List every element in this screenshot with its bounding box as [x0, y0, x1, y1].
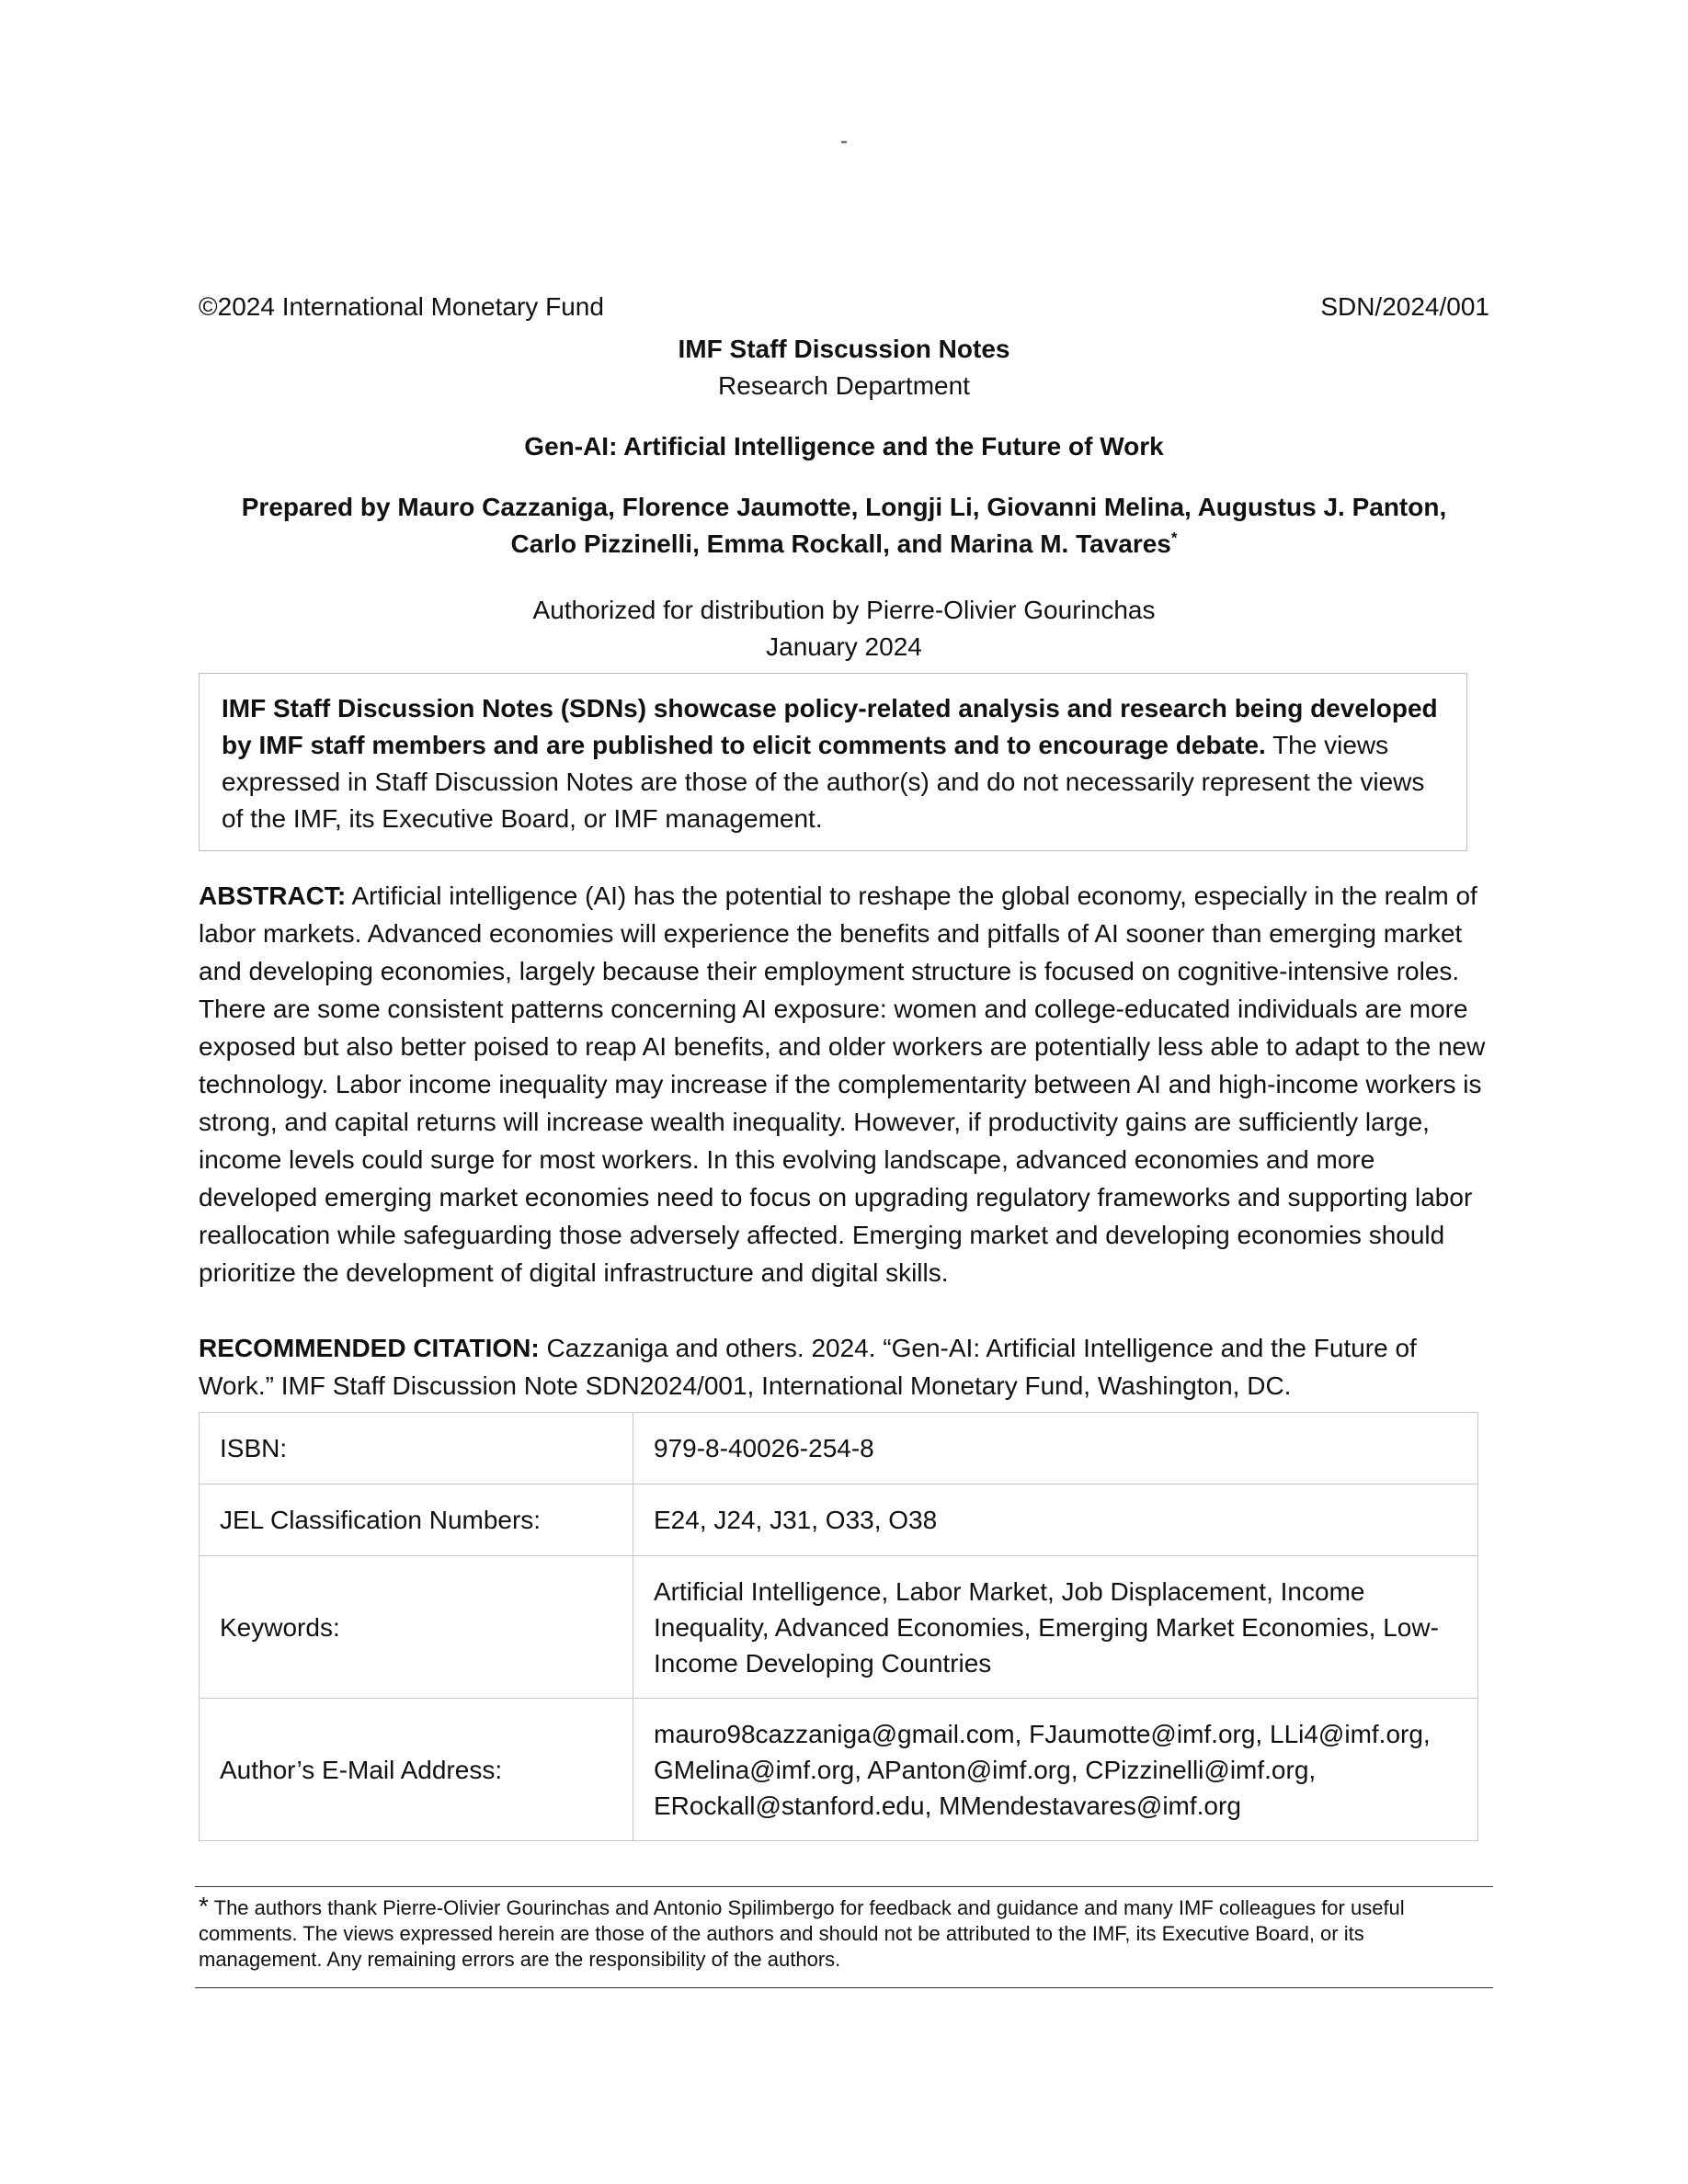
- table-value-cell: mauro98cazzaniga@gmail.com, FJaumotte@imf.org, LLi4@imf.org, GMelina@imf.org, APanton@imf.org, CPizzinelli@imf.org, ERockall@stanford.edu, MMendestavares@imf.org: [633, 1699, 1478, 1841]
- copyright-text: ©2024 International Monetary Fund: [199, 292, 604, 321]
- citation-text: Cazzaniga and others. 2024. “Gen-AI: Artificial Intelligence and the Future of Work.” IMF Staff Discussion Note SDN2024/001, International Monetary Fund, Washington, DC.: [199, 1334, 1417, 1400]
- footnote-mark: *: [199, 1892, 209, 1920]
- disclaimer-text: The views expressed in Staff Discussion Notes are those of the author(s) and do not necessarily represent the views of the IMF, its Executive Board, or IMF management.: [222, 731, 1425, 833]
- table-label-cell: ISBN:: [200, 1413, 633, 1484]
- table-row: [200, 1413, 1478, 1484]
- header-line: [199, 290, 1489, 324]
- authors-line-1: Prepared by Mauro Cazzaniga, Florence Jaumotte, Longji Li, Giovanni Melina, Augustus J. Panton,: [241, 493, 1447, 521]
- publication-date: January 2024: [766, 632, 922, 661]
- document-number: SDN/2024/001: [1320, 292, 1489, 321]
- metadata-table: [199, 1412, 1478, 1841]
- table-row: [200, 1556, 1478, 1699]
- abstract-paragraph: [199, 877, 1489, 1291]
- authors-line-2: [199, 526, 1489, 563]
- table-value-cell: E24, J24, J31, O33, O38: [633, 1484, 1478, 1556]
- table-label-cell: Author’s E-Mail Address:: [200, 1699, 633, 1841]
- abstract-text: Artificial intelligence (AI) has the potential to reshape the global economy, especially in the realm of labor markets. Advanced economies will experience the benefits and pitfalls of AI sooner than emerging market and developing economies, largely because their employment structure is focused on cognitive-intensive roles. There are some consistent patterns concerning AI exposure: women and college-educated individuals are more exposed but also better poised to reap AI benefits, and older workers are potentially less able to adapt to the new technology. Labor income inequality may increase if the complementarity between AI and high-income workers is strong, and capital returns will increase wealth inequality. However, if productivity gains are sufficiently large, income levels could surge for most workers. In this evolving landscape, advanced economies and more developed emerging market economies need to focus on upgrading regulatory frameworks and supporting labor reallocation while safeguarding those adversely affected. Emerging market and developing economies should prioritize the development of digital infrastructure and digital skills.: [199, 882, 1486, 1287]
- footnote: [199, 1894, 1493, 1973]
- authors-footnote-mark: *: [1170, 529, 1178, 547]
- footnote-divider-top: [195, 1886, 1493, 1887]
- disclaimer-bold-text: IMF Staff Discussion Notes (SDNs) showcase policy-related analysis and research being developed by IMF staff members and are published to elicit comments and to encourage debate.: [222, 694, 1438, 759]
- footnote-text: The authors thank Pierre-Olivier Gourinchas and Antonio Spilimbergo for feedback and guidance and many IMF colleagues for useful comments. The views expressed herein are those of the authors and should not be attributed to the IMF, its Executive Board, or its management. Any remaining errors are the responsibility of the authors.: [199, 1896, 1405, 1971]
- disclaimer-box: [199, 673, 1467, 851]
- header-dash: -: [840, 129, 848, 154]
- abstract-label: ABSTRACT:: [199, 882, 347, 910]
- table-value-cell: Artificial Intelligence, Labor Market, Job Displacement, Income Inequality, Advanced Economies, Emerging Market Economies, Low-Income Developing Countries: [633, 1556, 1478, 1699]
- table-value-cell: 979-8-40026-254-8: [633, 1413, 1478, 1484]
- citation-label: RECOMMENDED CITATION:: [199, 1334, 540, 1362]
- footnote-divider-bottom: [195, 1987, 1493, 1988]
- series-title: IMF Staff Discussion Notes: [678, 335, 1010, 363]
- table-row: [200, 1484, 1478, 1556]
- table-label-cell: Keywords:: [200, 1556, 633, 1699]
- authorization-line: Authorized for distribution by Pierre-Olivier Gourinchas: [532, 596, 1156, 624]
- table-label-cell: JEL Classification Numbers:: [200, 1484, 633, 1556]
- paper-title: Gen-AI: Artificial Intelligence and the Future of Work: [524, 432, 1164, 461]
- table-row: [200, 1699, 1478, 1841]
- department-name: Research Department: [718, 371, 970, 400]
- citation-paragraph: [199, 1329, 1489, 1405]
- authors-line-2-text: Carlo Pizzinelli, Emma Rockall, and Marina M. Tavares: [510, 529, 1171, 558]
